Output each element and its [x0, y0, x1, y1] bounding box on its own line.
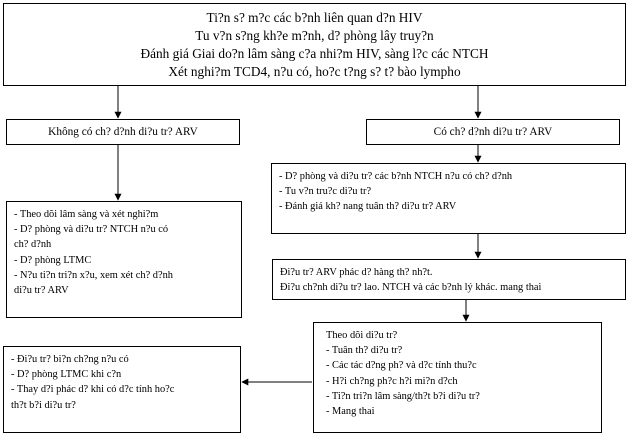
- treatment-change-item: - Thay d?i phác d? khi có d?c tính ho?c: [11, 384, 175, 396]
- monitoring-item: ch? d?nh: [14, 239, 52, 251]
- follow-up-item: Theo dõi di?u tr?: [326, 330, 398, 341]
- pre-treatment-item: - Tu v?n tru?c di?u tr?: [279, 186, 372, 198]
- no-arv-label: Không có ch? d?nh di?u tr? ARV: [48, 126, 198, 138]
- treatment-change-box: [3, 346, 241, 433]
- assessment-line: Xét nghi?m TCD4, n?u có, ho?c t?ng s? t? bào lympho: [168, 64, 461, 79]
- assessment-line: Đánh giá Giai do?n lâm sàng c?a nhi?m HIV, sàng l?c các NTCH: [140, 46, 489, 61]
- first-line-arv-box: [272, 259, 626, 300]
- first-line-text: Đi?u ch?nh di?u tr? lao. NTCH và các b?nh lý khác. mang thai: [280, 282, 542, 294]
- monitoring-item: - N?u ti?n tri?n x?u, xem xét ch? d?nh: [14, 269, 173, 281]
- monitoring-box: [6, 201, 242, 318]
- follow-up-item: - Tuân th? di?u tr?: [326, 345, 403, 357]
- monitoring-item: - D? phòng và di?u tr? NTCH n?u có: [14, 224, 169, 236]
- treatment-follow-up-box: [313, 322, 602, 433]
- treatment-change-item: - Đi?u tr? bi?n ch?ng n?u có: [11, 354, 129, 365]
- follow-up-item: - H?i ch?ng ph?c h?i mi?n d?ch: [326, 375, 458, 387]
- arv-indication-box: [366, 119, 620, 145]
- monitoring-item: - Theo dõi lâm sàng và xét nghi?m: [14, 209, 159, 220]
- initial-assessment-box: [3, 3, 626, 86]
- pre-treatment-box: [271, 163, 626, 234]
- follow-up-item: - Mang thai: [326, 406, 375, 418]
- yes-arv-label: Có ch? d?nh di?u tr? ARV: [433, 126, 553, 138]
- follow-up-item: - Các tác d?ng ph? và d?c tính thu?c: [326, 360, 477, 372]
- follow-up-item: - Ti?n tri?n lâm sàng/th?t b?i di?u tr?: [326, 390, 480, 402]
- pre-treatment-item: - D? phòng và di?u tr? các b?nh NTCH n?u có ch? d?nh: [279, 171, 513, 182]
- first-line-text: Đi?u tr? ARV phác d? hàng th? nh?t.: [280, 267, 433, 278]
- no-arv-indication-box: [6, 119, 240, 145]
- monitoring-item: - D? phòng LTMC: [14, 254, 92, 266]
- treatment-change-item: - D? phòng LTMC khi c?n: [11, 369, 122, 381]
- assessment-line: Ti?n s? m?c các b?nh liên quan d?n HIV: [206, 10, 423, 25]
- assessment-line: Tu v?n s?ng kh?e m?nh, d? phòng lây truy?n: [195, 28, 434, 43]
- treatment-change-item: th?t b?i di?u tr?: [11, 399, 76, 411]
- monitoring-item: di?u tr? ARV: [14, 285, 69, 297]
- pre-treatment-item: - Đánh giá kh? nang tuân th? di?u tr? ARV: [279, 201, 457, 213]
